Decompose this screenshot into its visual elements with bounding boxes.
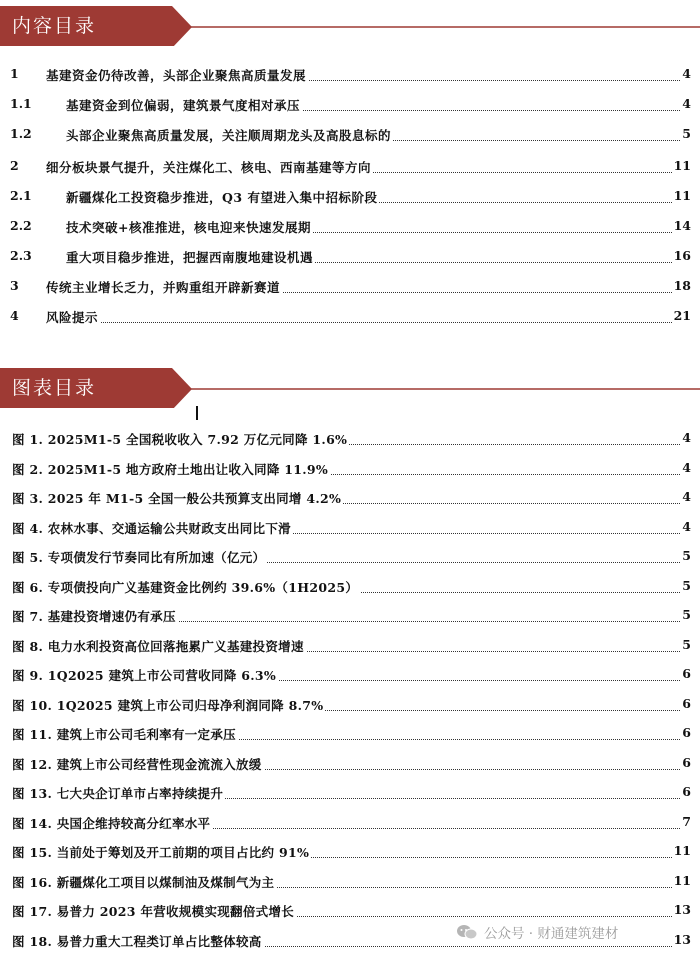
toc-entry-page: 18 — [673, 278, 691, 293]
figure-entry-title: 图 15. 当前处于筹划及开工前期的项目占比约 91% — [12, 845, 310, 860]
toc-entry-page: 11 — [673, 188, 691, 203]
toc-entry[interactable] — [0, 124, 700, 144]
toc-entry[interactable] — [0, 186, 700, 206]
figure-entry[interactable] — [0, 900, 700, 920]
toc-entry-page: 11 — [673, 158, 691, 173]
figure-entry-page: 6 — [682, 755, 691, 770]
figure-entry[interactable] — [0, 664, 700, 684]
figure-entry[interactable] — [0, 753, 700, 773]
figure-entry[interactable] — [0, 694, 700, 714]
figure-entry[interactable] — [0, 458, 700, 478]
figure-entry-page: 4 — [682, 430, 691, 445]
toc-entry-page: 16 — [673, 248, 691, 263]
figure-entry-page: 5 — [682, 607, 691, 622]
figure-entry-title: 图 17. 易普力 2023 年营收规模实现翻倍式增长 — [12, 904, 295, 919]
figure-entry-title: 图 12. 建筑上市公司经营性现金流流入放缓 — [12, 757, 262, 772]
figure-list-title: 图表目录 — [12, 377, 97, 399]
figure-entry-title: 图 6. 专项债投向广义基建资金比例约 39.6%（1H2025） — [12, 580, 359, 595]
banner-shape — [0, 4, 700, 46]
figure-entry[interactable] — [0, 546, 700, 566]
figure-entry-page: 6 — [682, 696, 691, 711]
figure-header-banner — [0, 366, 700, 408]
toc-entry[interactable] — [0, 306, 700, 326]
figure-entry-title: 图 11. 建筑上市公司毛利率有一定承压 — [12, 727, 236, 742]
toc-entry[interactable] — [0, 246, 700, 266]
toc-entry-title: 风险提示 — [46, 310, 99, 325]
wechat-watermark — [456, 922, 618, 942]
toc-entry[interactable] — [0, 156, 700, 176]
figure-entry-title: 图 10. 1Q2025 建筑上市公司归母净利润同降 8.7% — [12, 698, 324, 713]
figure-entry[interactable] — [0, 635, 700, 655]
toc-entry-number: 2.1 — [10, 188, 32, 203]
figure-entry[interactable] — [0, 782, 700, 802]
figure-entry-page: 11 — [673, 843, 691, 858]
toc-entry-number: 1 — [10, 66, 19, 81]
figure-entry[interactable] — [0, 487, 700, 507]
toc-entry-number: 1.1 — [10, 96, 32, 111]
figure-entry[interactable] — [0, 428, 700, 448]
figure-entry-title: 图 4. 农林水事、交通运输公共财政支出同比下滑 — [12, 521, 291, 536]
figure-entry-title: 图 18. 易普力重大工程类订单占比整体较高 — [12, 934, 262, 949]
figure-entry-title: 图 7. 基建投资增速仍有承压 — [12, 609, 176, 624]
toc-entry-title: 基建资金仍待改善，头部企业聚焦高质量发展 — [46, 68, 307, 83]
toc-entry-title: 重大项目稳步推进，把握西南腹地建设机遇 — [66, 250, 314, 265]
toc-entry-number: 2 — [10, 158, 19, 173]
toc-entry-number: 2.3 — [10, 248, 32, 263]
figure-entry-title: 图 2. 2025M1-5 地方政府土地出让收入同降 11.9% — [12, 462, 329, 477]
toc-entry-page: 5 — [682, 126, 691, 141]
toc-entry-title: 基建资金到位偏弱，建筑景气度相对承压 — [66, 98, 301, 113]
toc-entry-title: 新疆煤化工投资稳步推进，Q3 有望进入集中招标阶段 — [66, 190, 378, 205]
toc-entry-leader — [50, 308, 682, 323]
toc-entry[interactable] — [0, 94, 700, 114]
figure-entry-page: 13 — [673, 902, 691, 917]
toc-entry-page: 4 — [682, 66, 691, 81]
figure-entry-page: 4 — [682, 489, 691, 504]
watermark-text: 公众号 · 财通建筑建材 — [484, 926, 619, 942]
figure-entry[interactable] — [0, 517, 700, 537]
text-cursor — [196, 406, 198, 420]
toc-header-banner — [0, 4, 700, 46]
toc-entry-page: 21 — [673, 308, 691, 323]
figure-entry-page: 5 — [682, 578, 691, 593]
toc-entry-title: 传统主业增长乏力，并购重组开辟新赛道 — [46, 280, 281, 295]
figure-entry-title: 图 14. 央国企维持较高分红率水平 — [12, 816, 211, 831]
toc-entry[interactable] — [0, 64, 700, 84]
figure-entry[interactable] — [0, 841, 700, 861]
figure-entry-page: 6 — [682, 666, 691, 681]
figure-entry-page: 7 — [682, 814, 691, 829]
figure-entry-page: 11 — [673, 873, 691, 888]
figure-entry-page: 4 — [682, 519, 691, 534]
toc-entry-page: 14 — [673, 218, 691, 233]
banner-shape — [0, 366, 700, 408]
figure-entry-page: 6 — [682, 784, 691, 799]
toc-entry-title: 细分板块景气提升，关注煤化工、核电、西南基建等方向 — [46, 160, 372, 175]
toc-entry-number: 1.2 — [10, 126, 32, 141]
figure-entry[interactable] — [0, 871, 700, 891]
figure-entry[interactable] — [0, 723, 700, 743]
figure-entry-title: 图 1. 2025M1-5 全国税收收入 7.92 万亿元同降 1.6% — [12, 432, 348, 447]
figure-entry[interactable] — [0, 812, 700, 832]
figure-entry[interactable] — [0, 576, 700, 596]
toc-entry-page: 4 — [682, 96, 691, 111]
figure-entry-title: 图 8. 电力水利投资高位回落拖累广义基建投资增速 — [12, 639, 304, 654]
figure-entry-page: 13 — [673, 932, 691, 947]
toc-entry[interactable] — [0, 216, 700, 236]
figure-entry-page: 4 — [682, 460, 691, 475]
figure-entry-title: 图 5. 专项债发行节奏同比有所加速（亿元） — [12, 550, 266, 565]
figure-entry[interactable] — [0, 605, 700, 625]
toc-entry-title: 技术突破+核准推进，核电迎来快速发展期 — [66, 220, 311, 235]
figure-entry-page: 6 — [682, 725, 691, 740]
toc-entry-number: 2.2 — [10, 218, 32, 233]
figure-entry-page: 5 — [682, 637, 691, 652]
toc-entry-number: 3 — [10, 278, 19, 293]
figure-entry-page: 5 — [682, 548, 691, 563]
wechat-icon — [456, 924, 478, 940]
toc-entry[interactable] — [0, 276, 700, 296]
figure-entry-title: 图 9. 1Q2025 建筑上市公司营收同降 6.3% — [12, 668, 277, 683]
figure-entry-title: 图 3. 2025 年 M1-5 全国一般公共预算支出同增 4.2% — [12, 491, 342, 506]
figure-entry-title: 图 16. 新疆煤化工项目以煤制油及煤制气为主 — [12, 875, 275, 890]
toc-entry-title: 头部企业聚焦高质量发展，关注顺周期龙头及高股息标的 — [66, 128, 392, 143]
toc-entry-number: 4 — [10, 308, 19, 323]
toc-title: 内容目录 — [12, 15, 97, 37]
figure-entry-title: 图 13. 七大央企订单市占率持续提升 — [12, 786, 224, 801]
